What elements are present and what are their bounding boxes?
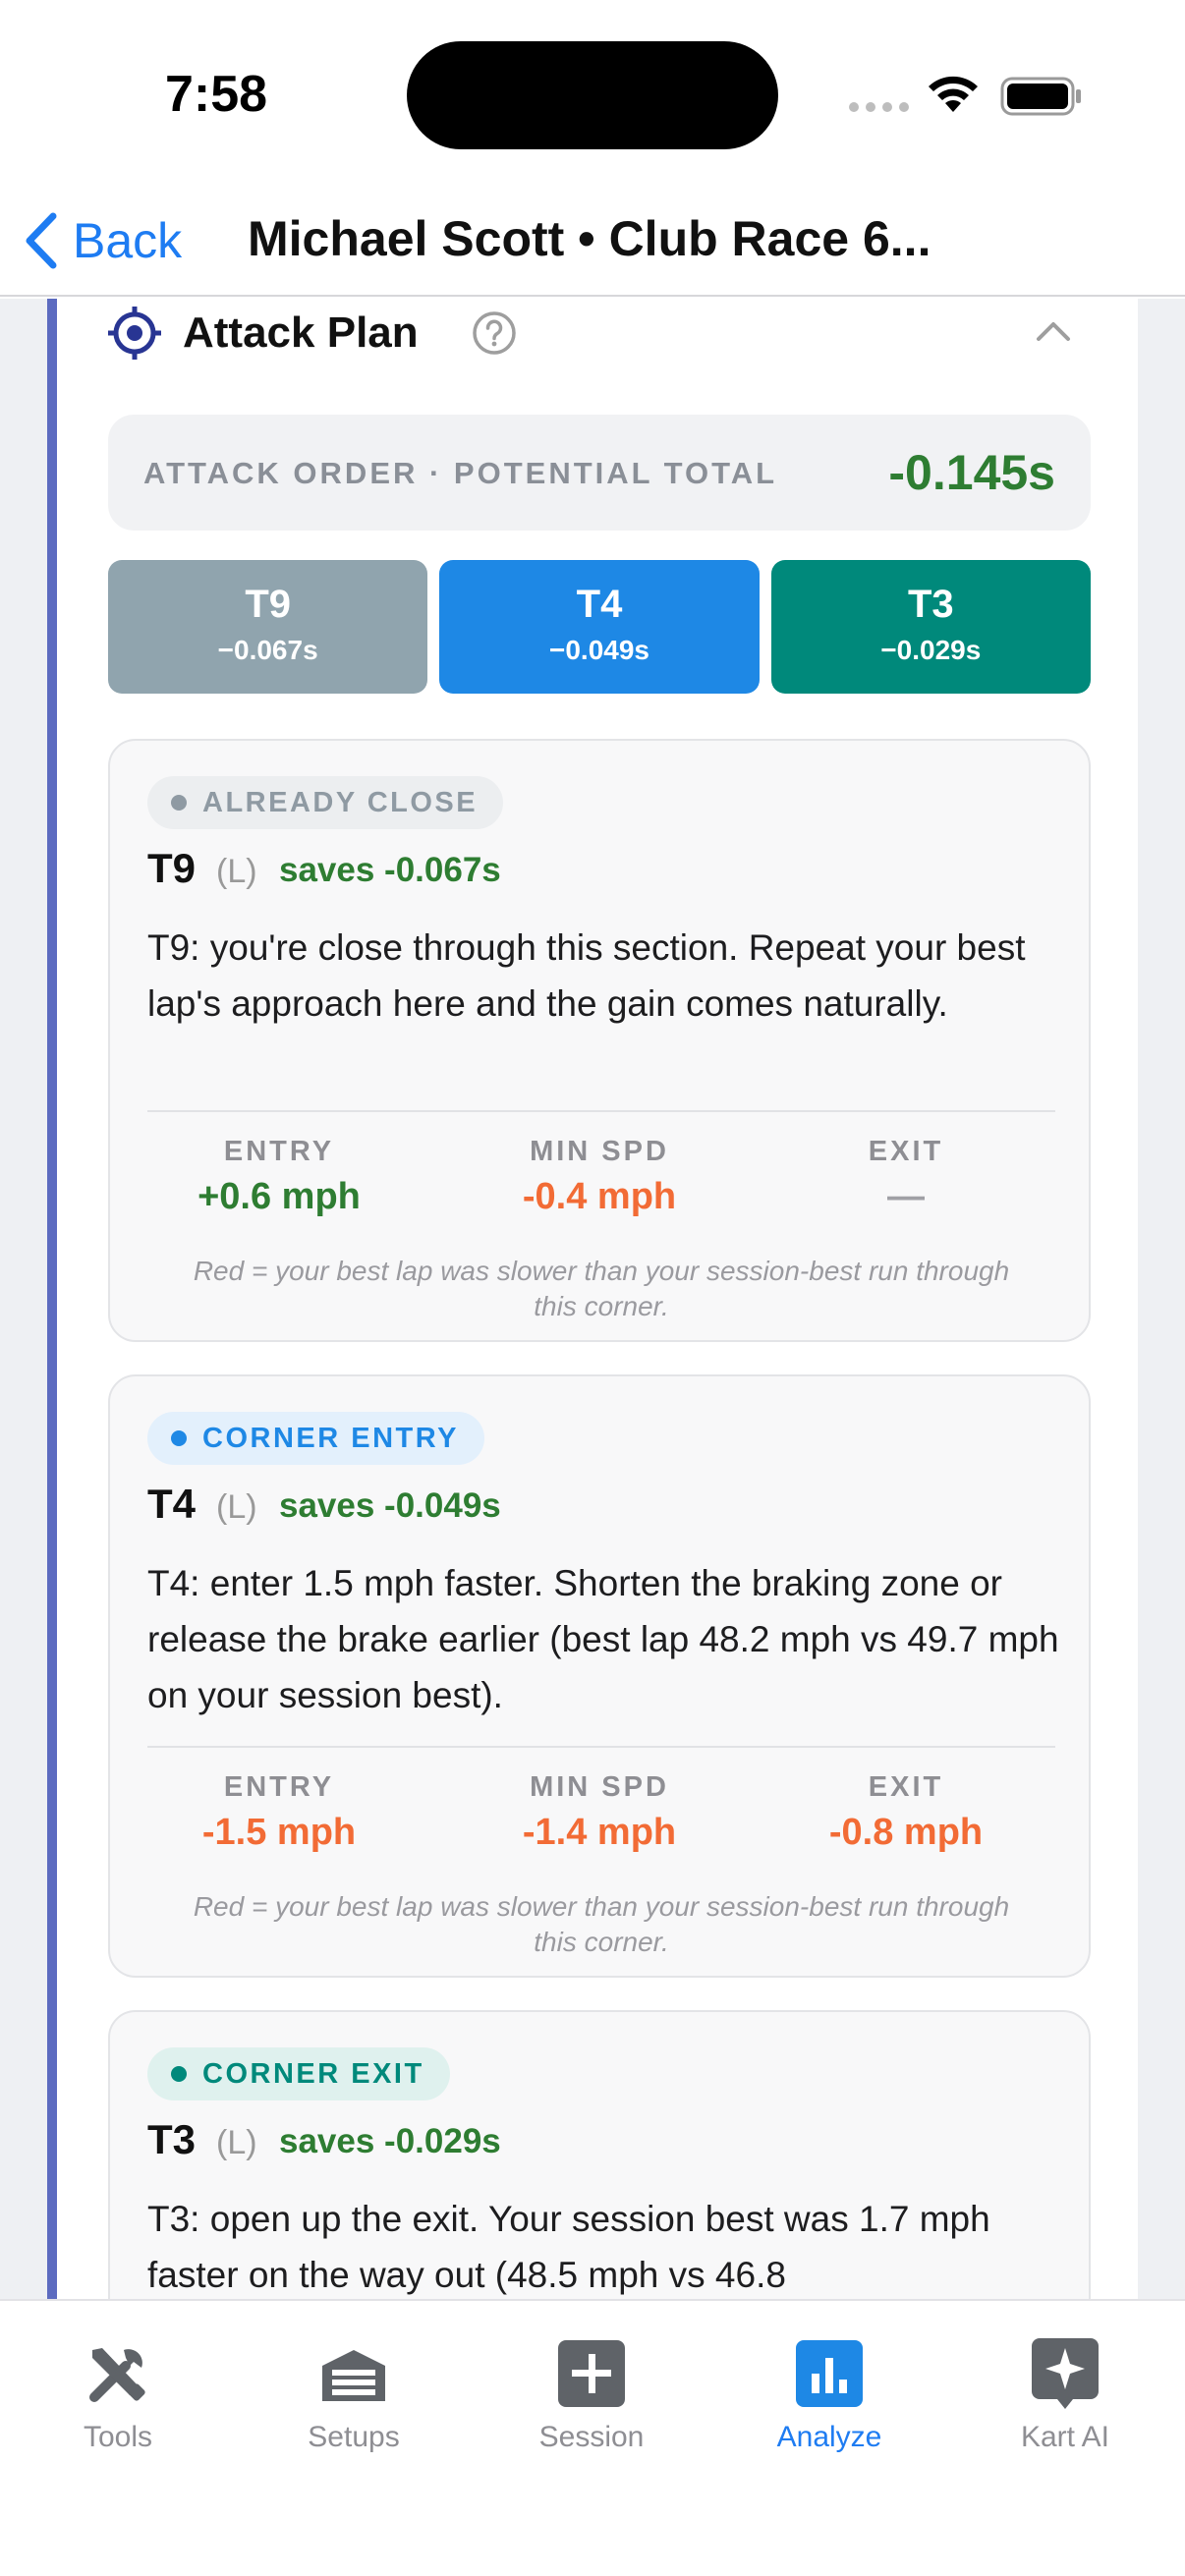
chip-value: −0.067s	[217, 635, 318, 665]
tab-label: Tools	[83, 2421, 153, 2453]
stat-entry	[132, 1771, 426, 1854]
badge-label: CORNER EXIT	[202, 2058, 424, 2090]
status-time: 7:58	[165, 66, 268, 123]
summary-label: ATTACK ORDER · POTENTIAL TOTAL	[143, 456, 778, 490]
tab-kart-ai[interactable]	[957, 2336, 1173, 2454]
attack-plan-card	[47, 299, 1138, 2299]
sparkle-icon	[1028, 2336, 1102, 2411]
tab-label: Session	[538, 2421, 645, 2453]
tab-bar	[0, 2299, 1185, 2576]
chip-t9[interactable]	[108, 560, 427, 694]
chip-value: −0.029s	[880, 635, 982, 665]
stat-value: —	[887, 1176, 925, 1217]
chevron-left-icon	[22, 210, 61, 271]
stat-label: ENTRY	[223, 1136, 335, 1167]
attack-order-chips	[108, 560, 1091, 694]
corner-description: T9: you're close through this section. Repeat your best lap's approach here and the gain comes naturally.	[147, 927, 1026, 1024]
corner-note: Red = your best lap was slower than your session-best run through this corner.	[193, 1891, 1010, 1957]
chip-t4[interactable]	[439, 560, 759, 694]
stat-min-speed	[452, 1136, 747, 1218]
stat-label: EXIT	[868, 1136, 944, 1167]
tab-analyze[interactable]	[721, 2336, 937, 2454]
tools-icon	[81, 2336, 155, 2411]
stat-value: -0.8 mph	[828, 1812, 984, 1853]
corner-description: T4: enter 1.5 mph faster. Shorten the braking zone or release the brake earlier (best lap 48.2 mph vs 49.7 mph on your session best).	[147, 1563, 1059, 1715]
stat-value: -0.4 mph	[522, 1176, 677, 1217]
bar-chart-icon	[792, 2336, 867, 2411]
stat-exit	[759, 1771, 1053, 1854]
cellular-signal-icon	[849, 102, 909, 112]
back-button[interactable]	[22, 206, 182, 275]
corner-card-t9	[108, 739, 1091, 1342]
summary-total: -0.145s	[888, 445, 1055, 500]
stat-label: EXIT	[868, 1771, 944, 1803]
corner-card-t3	[108, 2010, 1091, 2299]
corner-note: Red = your best lap was slower than your session-best run through this corner.	[193, 1256, 1010, 1321]
tab-tools[interactable]	[10, 2336, 226, 2454]
help-icon[interactable]	[472, 310, 517, 356]
badge-dot	[171, 1430, 187, 1446]
stat-exit	[759, 1136, 1053, 1218]
category-badge	[147, 776, 503, 829]
chip-value: −0.049s	[548, 635, 649, 665]
navigation-bar	[0, 187, 1185, 297]
stat-value: -1.4 mph	[522, 1812, 677, 1853]
corner-saves: saves -0.067s	[279, 851, 501, 889]
scroll-content[interactable]	[0, 299, 1185, 2299]
tab-label: Analyze	[776, 2421, 882, 2453]
badge-dot	[171, 2066, 187, 2082]
chip-name: T4	[576, 583, 623, 626]
badge-label: CORNER ENTRY	[202, 1423, 459, 1454]
corner-saves: saves -0.049s	[279, 1486, 501, 1525]
chip-name: T9	[245, 583, 291, 626]
chip-t3[interactable]	[771, 560, 1091, 694]
tab-label: Setups	[308, 2421, 400, 2453]
tab-session[interactable]	[483, 2336, 700, 2454]
battery-icon	[1000, 77, 1083, 116]
chip-name: T3	[907, 583, 954, 626]
corner-name: T9	[147, 845, 197, 891]
stat-value: +0.6 mph	[198, 1176, 361, 1217]
target-icon	[108, 307, 161, 360]
stat-value: -1.5 mph	[201, 1812, 357, 1853]
stat-min-speed	[452, 1771, 747, 1854]
badge-label: ALREADY CLOSE	[202, 787, 479, 818]
corner-description: T3: open up the exit. Your session best was 1.7 mph faster on the way out (48.5 mph vs 46.8	[147, 2199, 990, 2295]
page-title: Michael Scott • Club Race 6...	[248, 211, 931, 266]
corner-card-t4	[108, 1374, 1091, 1978]
chevron-up-icon[interactable]	[1034, 318, 1073, 344]
corner-name: T4	[147, 1481, 197, 1527]
back-label: Back	[73, 213, 183, 268]
divider	[147, 1746, 1055, 1748]
tab-setups[interactable]	[246, 2336, 462, 2454]
category-badge	[147, 2047, 450, 2100]
corner-name: T3	[147, 2116, 197, 2162]
stat-label: MIN SPD	[530, 1771, 669, 1803]
corner-saves: saves -0.029s	[279, 2122, 501, 2160]
tab-label: Kart AI	[1020, 2421, 1110, 2453]
badge-dot	[171, 795, 187, 811]
section-title: Attack Plan	[183, 308, 419, 357]
stat-entry	[132, 1136, 426, 1218]
status-bar	[0, 0, 1185, 187]
wifi-icon	[926, 73, 981, 116]
garage-icon	[316, 2336, 391, 2411]
stat-label: MIN SPD	[530, 1136, 669, 1167]
attack-order-summary	[108, 415, 1091, 531]
corner-direction: (L)	[216, 1488, 257, 1526]
dynamic-island	[407, 41, 778, 149]
corner-direction: (L)	[216, 2124, 257, 2161]
category-badge	[147, 1412, 484, 1465]
divider	[147, 1110, 1055, 1112]
plus-square-icon	[554, 2336, 629, 2411]
corner-direction: (L)	[216, 853, 257, 890]
stat-label: ENTRY	[223, 1771, 335, 1803]
